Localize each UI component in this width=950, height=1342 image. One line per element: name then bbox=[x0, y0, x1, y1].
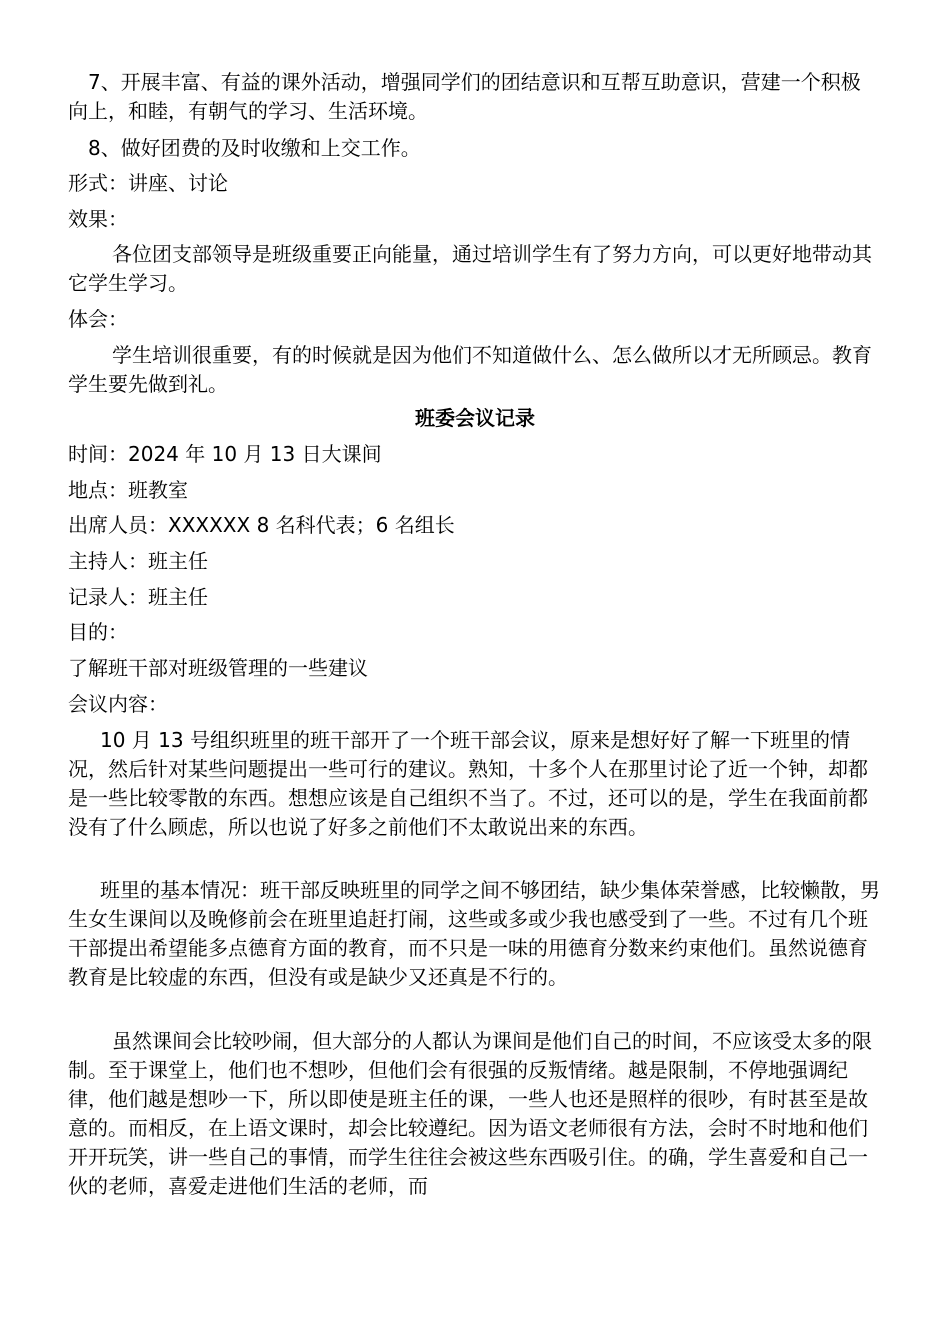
effect-label: 效果： bbox=[68, 207, 128, 231]
experience-paragraph: 学生培训很重要，有的时候就是因为他们不知道做什么、怎么做所以才无所顾忌。教育学生要先做到礼。 bbox=[68, 343, 872, 396]
item-7-text: 7、开展丰富、有益的课外活动，增强同学们的团结意识和互帮互助意识，营建一个积极向上，和睦，有朝气的学习、生活环境。 bbox=[68, 70, 861, 123]
meeting-title: 班委会议记录 bbox=[415, 406, 535, 430]
meeting-host: 主持人：班主任 bbox=[68, 549, 208, 573]
effect-paragraph: 各位团支部领导是班级重要正向能量，通过培训学生有了努力方向，可以更好地带动其它学生学习。 bbox=[68, 242, 872, 295]
content-paragraph-1: 10 月 13 号组织班里的班干部开了一个班干部会议，原来是想好好了解一下班里的情况，然后针对某些问题提出一些可行的建议。熟知，十多个人在那里讨论了近一个钟，却都是一些比较零散的东西。想想应该是自己组织不当了。不过，还可以的是，学生在我面前都没有了什么顾虑，所以也说了好多之前他们不太敢说出来的东西。 bbox=[68, 728, 868, 839]
content-paragraph-3: 虽然课间会比较吵闹，但大部分的人都认为课间是他们自己的时间，不应该受太多的限制。至于课堂上，他们也不想吵，但他们会有很强的反叛情绪。越是限制，不停地强调纪律，他们越是想吵一下，所以即使是班主任的课，一些人也还是照样的很吵，有时甚至是故意的。而相反，在上语文课时，却会比较遵纪。因为语文老师很有方法，会时不时地和他们开开玩笑，讲一些自己的事情，而学生往往会被这些东西吸引住。的确，学生喜爱和自己一伙的老师，喜爱走进他们生活的老师，而 bbox=[68, 1029, 872, 1198]
meeting-attendees: 出席人员：XXXXXX 8 名科代表；6 名组长 bbox=[68, 513, 455, 537]
meeting-place: 地点：班教室 bbox=[68, 478, 188, 502]
experience-label: 体会： bbox=[68, 307, 128, 331]
content-label: 会议内容： bbox=[68, 692, 168, 716]
purpose-label: 目的： bbox=[68, 620, 128, 644]
purpose-text: 了解班干部对班级管理的一些建议 bbox=[68, 656, 368, 680]
meeting-time: 时间：2024 年 10 月 13 日大课间 bbox=[68, 442, 382, 466]
meeting-recorder: 记录人：班主任 bbox=[68, 585, 208, 609]
form-line: 形式：讲座、讨论 bbox=[68, 171, 228, 195]
item-8-text: 8、做好团费的及时收缴和上交工作。 bbox=[88, 136, 421, 160]
content-paragraph-2: 班里的基本情况：班干部反映班里的同学之间不够团结，缺少集体荣誉感，比较懒散，男生女生课间以及晚修前会在班里追赶打闹，这些或多或少我也感受到了一些。不过有几个班干部提出希望能多点德育方面的教育，而不只是一味的用德育分数来约束他们。虽然说德育教育是比较虚的东西，但没有或是缺少又还真是不行的。 bbox=[68, 878, 880, 989]
